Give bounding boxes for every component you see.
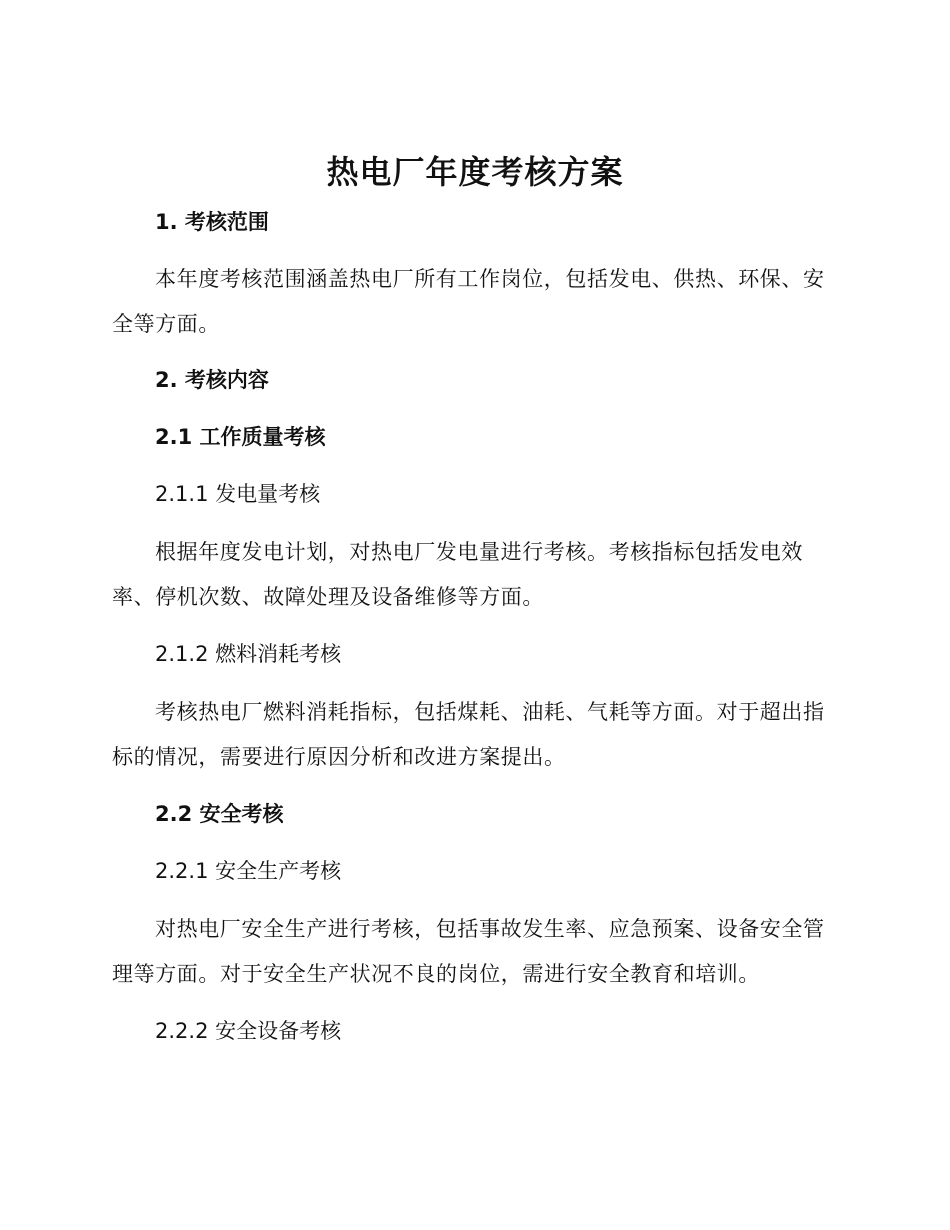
section-2-heading: 2. 考核内容 [155,368,269,392]
section-2-2-1-paragraph: 对热电厂安全生产进行考核，包括事故发生率、应急预案、设备安全管理等方面。对于安全生产状况不良的岗位，需进行安全教育和培训。 [112,917,825,986]
section-2-2-heading: 2.2 安全考核 [155,802,284,826]
section-2-2-1-heading: 2.2.1 安全生产考核 [155,859,342,883]
section-2-1-1-heading: 2.1.1 发电量考核 [155,482,321,506]
section-2-1-2-heading: 2.1.2 燃料消耗考核 [155,642,342,666]
document-title: 热电厂年度考核方案 [326,153,624,191]
section-2-1-2-paragraph: 考核热电厂燃料消耗指标，包括煤耗、油耗、气耗等方面。对于超出指标的情况，需要进行原因分析和改进方案提出。 [112,700,825,769]
section-2-1-heading: 2.1 工作质量考核 [155,425,326,449]
section-1-paragraph: 本年度考核范围涵盖热电厂所有工作岗位，包括发电、供热、环保、安全等方面。 [112,267,825,336]
section-2-2-2-heading: 2.2.2 安全设备考核 [155,1019,342,1043]
section-1-heading: 1. 考核范围 [155,210,269,234]
section-2-1-1-paragraph: 根据年度发电计划，对热电厂发电量进行考核。考核指标包括发电效率、停机次数、故障处理及设备维修等方面。 [112,540,803,609]
